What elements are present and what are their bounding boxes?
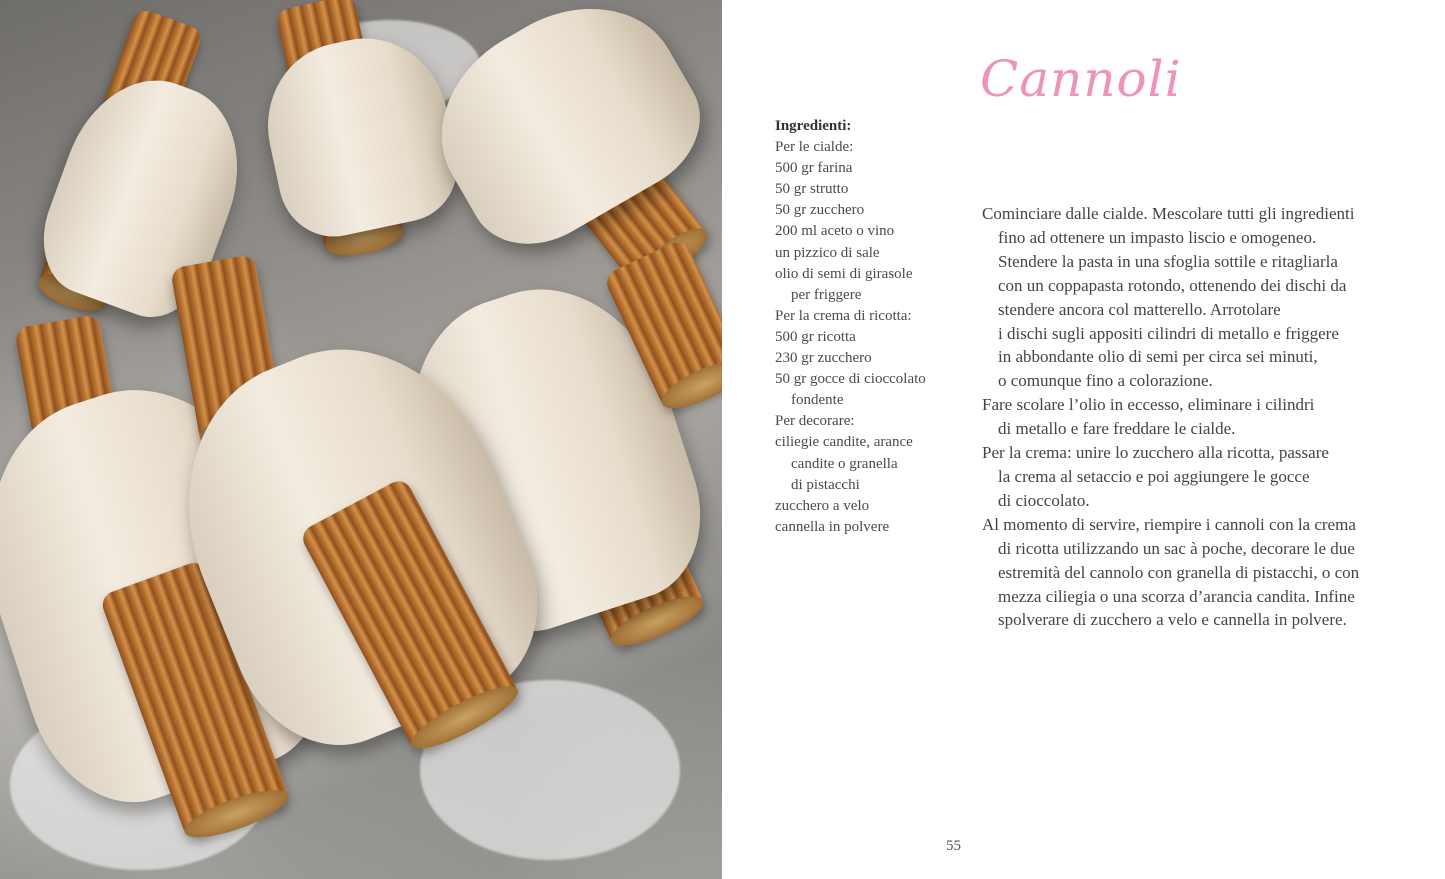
ingredient-line: 500 gr farina	[775, 160, 853, 177]
ingredient-line: Per decorare:	[775, 413, 855, 430]
ingredient-line: 50 gr strutto	[775, 181, 849, 198]
ingredient-line: cannella in polvere	[775, 518, 890, 535]
method-line: mezza ciliegia o una scorza d’arancia candita. Infine	[998, 586, 1355, 606]
ingredient-line: candite o granella	[791, 455, 898, 472]
recipe-title: Cannoli	[980, 50, 1182, 108]
method-line: con un coppapasta rotondo, ottenendo dei dischi da	[998, 275, 1347, 295]
recipe-method	[982, 202, 1412, 632]
method-line: di metallo e fare freddare le cialde.	[998, 419, 1236, 439]
ingredient-line: 50 gr gocce di cioccolato	[775, 371, 926, 388]
ingredient-line: un pizzico di sale	[775, 244, 880, 261]
method-line: Cominciare dalle cialde. Mescolare tutti gli ingredienti	[982, 204, 1355, 223]
ingredient-lines	[775, 137, 975, 538]
method-line: di ricotta utilizzando un sac à poche, decorare le due	[998, 538, 1355, 558]
ingredient-line: zucchero a velo	[775, 497, 870, 514]
ingredient-line: per friggere	[791, 286, 862, 303]
ingredients-list	[775, 116, 975, 538]
ingredient-line: ciliegie candite, arance	[775, 434, 913, 451]
ingredient-line: 500 gr ricotta	[775, 328, 856, 345]
method-line: Per la crema: unire lo zucchero alla ricotta, passare	[982, 443, 1329, 463]
ingredient-line: 200 ml aceto o vino	[775, 223, 895, 240]
ingredient-line: olio di semi di girasole	[775, 265, 913, 282]
page-number: 55	[946, 838, 961, 854]
ingredients-heading: Ingredienti:	[775, 118, 852, 134]
method-line: o comunque fino a colorazione.	[998, 371, 1213, 391]
method-line: in abbondante olio di semi per circa sei minuti,	[998, 347, 1318, 367]
cannoli-on-wooden-tubes-photo	[0, 0, 722, 879]
method-line: stendere ancora col matterello. Arrotolare	[998, 299, 1281, 319]
ingredient-line: 230 gr zucchero	[775, 350, 872, 367]
method-line: fino ad ottenere un impasto liscio e omogeneo.	[998, 227, 1317, 247]
method-line: la crema al setaccio e poi aggiungere le gocce	[998, 466, 1310, 486]
ingredient-line: fondente	[791, 392, 844, 409]
method-line: spolverare di zucchero a velo e cannella in polvere.	[998, 610, 1347, 630]
ingredient-line: di pistacchi	[791, 476, 860, 493]
method-line: di cioccolato.	[998, 490, 1090, 510]
ingredient-line: Per la crema di ricotta:	[775, 307, 912, 324]
method-line: estremità del cannolo con granella di pistacchi, o con	[998, 562, 1360, 582]
ingredient-line: 50 gr zucchero	[775, 202, 865, 219]
ingredient-line: Per le cialde:	[775, 139, 854, 156]
method-line: Al momento di servire, riempire i cannoli con la crema	[982, 514, 1356, 534]
method-line: i dischi sugli appositi cilindri di metallo e friggere	[998, 323, 1339, 343]
method-line: Stendere la pasta in una sfoglia sottile e ritagliarla	[998, 251, 1338, 271]
method-line: Fare scolare l’olio in eccesso, eliminare i cilindri	[982, 395, 1315, 415]
